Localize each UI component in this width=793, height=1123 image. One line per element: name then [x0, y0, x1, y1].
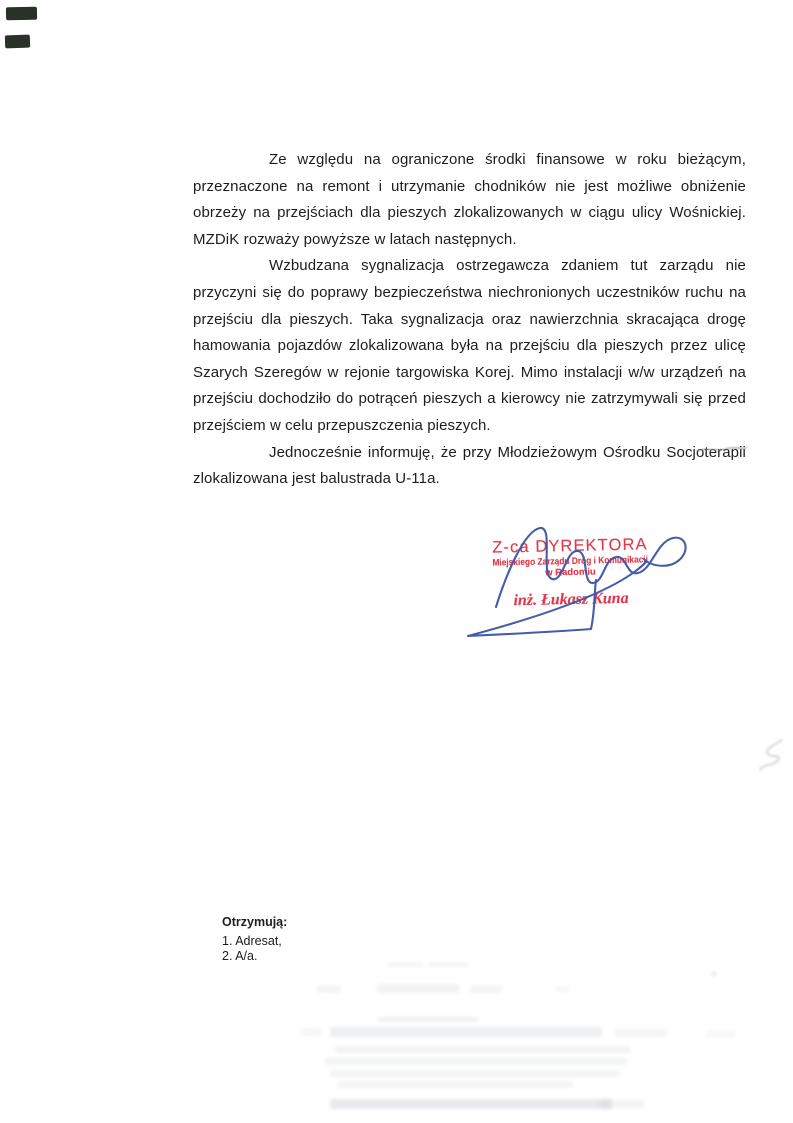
ghost-bleed-line	[330, 1027, 602, 1037]
ghost-bleed-line	[388, 962, 424, 967]
ghost-bleed-line	[470, 985, 502, 993]
distribution-label: Otrzymują:	[222, 915, 288, 929]
distribution-item: 2. A/a.	[222, 949, 258, 963]
ghost-bleed-line	[378, 1017, 478, 1022]
distribution-list	[222, 915, 287, 965]
ghost-bleed-line	[325, 1058, 627, 1065]
ghost-bleed-line	[377, 984, 459, 993]
scanner-artifact-mark	[5, 35, 30, 49]
ghost-bleed-line	[556, 986, 570, 992]
ghost-bleed-line	[615, 1029, 667, 1037]
handwritten-signature	[430, 515, 700, 655]
pencil-mark	[695, 443, 749, 455]
ghost-bleed-line	[330, 1099, 612, 1109]
ghost-bleed-line	[428, 962, 468, 967]
stamp-organization: Miejskiego Zarządu Dróg i Komunikacji	[492, 554, 649, 569]
ghost-bleed-line	[600, 1100, 644, 1108]
letter-body	[193, 147, 746, 493]
stamp-location: w Radomiu	[545, 566, 596, 579]
ghost-bleed-line	[706, 1031, 736, 1037]
paragraph: Jednocześnie informuję, że przy Młodzieżowym Ośrodku Socjoterapii zlokalizowana jest balustrada U-11a.	[193, 443, 746, 488]
stamp-signer-name: inż. Łukasz Kuna	[513, 589, 629, 610]
smudge-mark	[752, 736, 792, 776]
scanner-artifact-mark	[6, 7, 37, 21]
ghost-bleed-line	[337, 1081, 573, 1088]
paragraph: Ze względu na ograniczone środki finansowe w roku bieżącym, przeznaczone na remont i utrzymanie chodników nie jest możliwe obniżenie obrzeży na przejściach dla pieszych zlokalizowanych w ciągu ulicy Wośnickiej. MZDiK rozważy powyższe w latach następnych.	[193, 151, 746, 248]
ghost-bleed-line	[330, 1070, 620, 1077]
distribution-item: 1. Adresat,	[222, 933, 282, 948]
ghost-bleed-speck	[712, 972, 716, 976]
ghost-bleed-line	[335, 1046, 631, 1053]
stamp-title: Z-ca DYREKTORA	[492, 535, 648, 557]
ghost-bleed-line	[317, 985, 341, 993]
ghost-bleed-line	[300, 1028, 322, 1036]
paragraph: Wzbudzana sygnalizacja ostrzegawcza zdaniem tut zarządu nie przyczyni się do poprawy bezpieczeństwa niechronionych uczestników ruchu na przejściu dla pieszych. Taka sygnalizacja oraz nawierzchnia skracająca drogę hamowania pojazdów zlokalizowana była na przejściu dla pieszych przez ulicę Szarych Szeregów w rejonie targowiska Korej. Mimo instalacji w/w urządzeń na przejściu dochodziło do potrąceń pieszych a kierowcy nie zatrzymywali się przed przejściem w celu przepuszczenia pieszych.	[193, 257, 746, 434]
